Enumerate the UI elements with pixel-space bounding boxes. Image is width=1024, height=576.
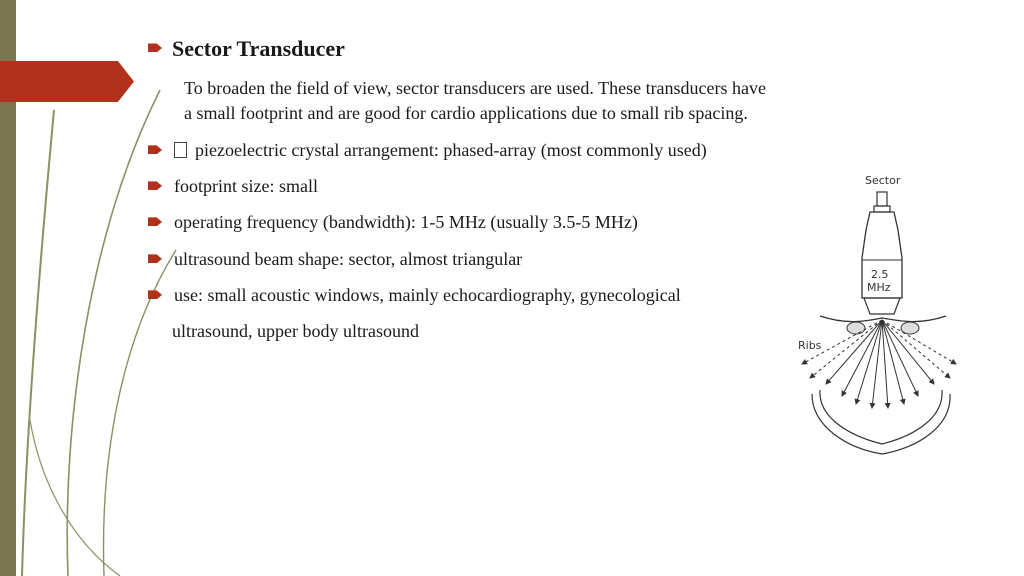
bullet-item: [148, 249, 522, 270]
connector-collar: [874, 206, 890, 212]
frequency-label-2: MHz: [867, 281, 891, 294]
arrow-bullet-icon: [148, 217, 162, 226]
description-line-2: a small footprint and are good for cardio applications due to small rib spacing.: [184, 103, 748, 123]
frequency-label-1: 2.5: [871, 268, 889, 281]
arrow-bullet-icon: [148, 290, 162, 299]
description-line-1: To broaden the field of view, sector transducers are used. These transducers have: [184, 78, 767, 98]
bullet-text: piezoelectric crystal arrangement: phased-array (most commonly used): [195, 140, 707, 160]
bullet-item: [148, 176, 318, 197]
arrow-bullet-icon: [148, 43, 162, 52]
bullet-text: ultrasound beam shape: sector, almost triangular: [174, 249, 523, 269]
arrow-bullet-icon: [148, 181, 162, 190]
bullet-continuation: ultrasound, upper body ultrasound: [172, 321, 419, 341]
missing-glyph-icon: [174, 142, 187, 158]
sector-transducer-diagram: [790, 168, 960, 460]
beam-arrows: [826, 320, 934, 408]
bullet-item: [148, 140, 707, 161]
arrow-bullet-icon: [148, 254, 162, 263]
cable-connector: [877, 192, 887, 206]
bullet-item: [148, 212, 638, 233]
rib-right: [901, 322, 919, 334]
bullet-text: operating frequency (bandwidth): 1-5 MHz (usually 3.5-5 MHz): [174, 212, 638, 232]
bullet-text: footprint size: small: [174, 176, 318, 196]
rib-left: [847, 322, 865, 334]
bullet-text: use: small acoustic windows, mainly echocardiography, gynecological: [174, 285, 681, 305]
bullet-item: [148, 285, 681, 306]
arrow-bullet-icon: [148, 145, 162, 154]
slide-heading: [148, 36, 345, 62]
body-outline-outer: [812, 394, 950, 454]
title-accent-tab: [0, 61, 134, 102]
body-outline-inner: [820, 390, 942, 444]
ribs-label: Ribs: [798, 339, 822, 352]
diagram-title: Sector: [865, 174, 901, 187]
heading-text: Sector Transducer: [172, 36, 345, 61]
probe-tip: [864, 298, 900, 314]
